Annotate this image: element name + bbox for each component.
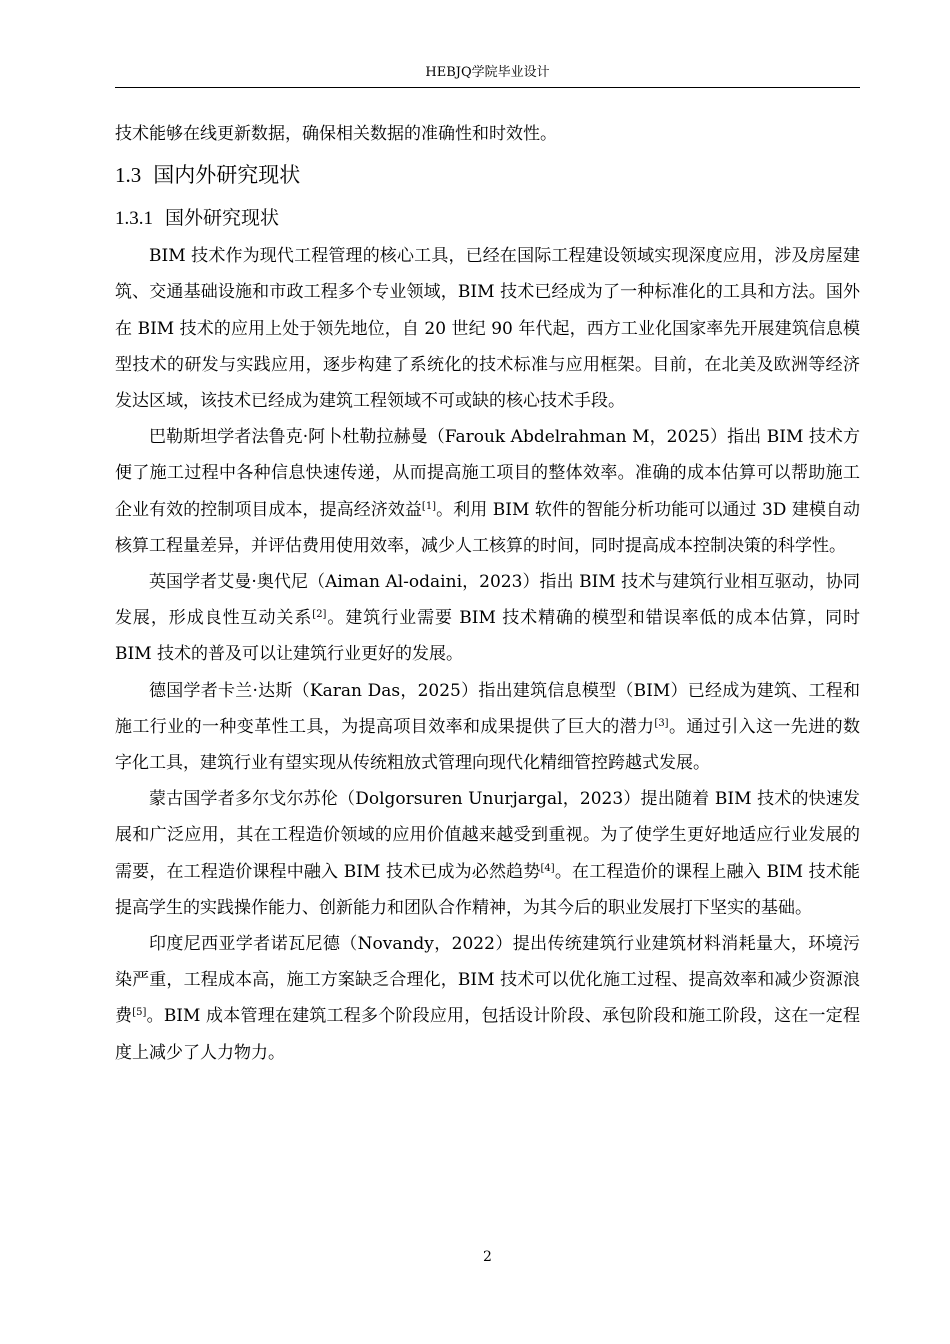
page-body [115, 116, 860, 1071]
paragraph-text: 蒙古国学者多尔戈尔苏伦（Dolgorsuren Unurjargal，2023）提出随着 BIM 技术的快速发展和广泛应用，其在工程造价领域的应用价值越来越受到重视。为了使学生更好地适应行业发展的需要，在工程造价课程中融入 BIM 技术已成为必然趋势 [115, 789, 860, 882]
paragraph-text: 。在工程造价的课程上融入 BIM 技术能提高学生的实践操作能力、创新能力和团队合作精神，为其今后的职业发展打下坚实的基础。 [115, 861, 861, 918]
paragraph-text: 。利用 BIM 软件的智能分析功能可以通过 3D 建模自动核算工程量差异，并评估费用使用效率，减少人工核算的时间，同时提高成本控制决策的科学性。 [115, 499, 860, 556]
citation-ref: [3] [654, 717, 669, 729]
subsection-number: 1.3.1 [115, 208, 153, 230]
citation-ref: [1] [421, 500, 437, 512]
paragraph-overview: BIM 技术作为现代工程管理的核心工具，已经在国际工程建设领域实现深度应用，涉及房屋建筑、交通基础设施和市政工程多个专业领域，BIM 技术已经成为了一种标准化的工具和方法。国外在 BIM 技术的应用上处于领先地位，自 20 世纪 90 年代起，西方工业化国家率先开展建筑信息模型技术的研发与实践应用，逐步构建了系统化的技术标准与应用框架。目前，在北美及欧洲等经济发达区域，该技术已经成为建筑工程领域不可或缺的核心技术手段。 [115, 246, 860, 412]
paragraph-aiman [115, 564, 860, 673]
paragraph-karan [115, 673, 860, 782]
paragraph-text: 。BIM 成本管理在建筑工程多个阶段应用，包括设计阶段、承包阶段和施工阶段，这在一定程度上减少了人力物力。 [115, 1006, 860, 1063]
paragraph-text: 。建筑行业需要 BIM 技术精确的模型和错误率低的成本估算，同时 BIM 技术的普及可以让建筑行业更好的发展。 [115, 608, 861, 665]
paragraph-text: 。通过引入这一先进的数字化工具，建筑行业有望实现从传统粗放式管理向现代化精细管控跨越式发展。 [115, 716, 861, 774]
citation-ref: [5] [132, 1007, 147, 1019]
paragraph-novandy [115, 926, 860, 1071]
paragraph-text: 英国学者艾曼·奥代尼（Aiman Al-odaini，2023）指出 BIM 技术与建筑行业相互驱动，协同发展，形成良性互动关系 [115, 572, 860, 629]
paragraph-farouk [115, 419, 860, 564]
subsection-title: 国外研究现状 [165, 207, 280, 230]
subsection-heading [115, 198, 860, 238]
paragraph-dolgorsuren [115, 781, 860, 926]
intro-line: 技术能够在线更新数据，确保相关数据的准确性和时效性。 [115, 124, 557, 144]
citation-ref: [2] [312, 609, 327, 621]
header-rule [115, 87, 860, 88]
citation-ref: [4] [540, 862, 555, 874]
section-number: 1.3 [115, 163, 142, 188]
paragraph-text: 印度尼西亚学者诺瓦尼德（Novandy，2022）提出传统建筑行业建筑材料消耗量大，环境污染严重，工程成本高，施工方案缺乏合理化，BIM 技术可以优化施工过程、提高效率和减少资源浪费 [115, 934, 860, 1027]
section-title: 国内外研究现状 [153, 163, 301, 188]
paragraph-text: 巴勒斯坦学者法鲁克·阿卜杜勒拉赫曼（Farouk Abdelrahman M，2025）指出 BIM 技术方便了施工过程中各种信息快速传递，从而提高施工项目的整体效率。准确的成本估算可以帮助施工企业有效的控制项目成本，提高经济效益 [115, 427, 860, 520]
running-header: HEBJQ学院毕业设计 [425, 65, 550, 80]
page-number: 2 [483, 1249, 492, 1265]
section-heading [115, 152, 860, 198]
paragraph-text: 德国学者卡兰·达斯（Karan Das，2025）指出建筑信息模型（BIM）已经成为建筑、工程和施工行业的一种变革性工具，为提高项目效率和成果提供了巨大的潜力 [115, 680, 860, 737]
